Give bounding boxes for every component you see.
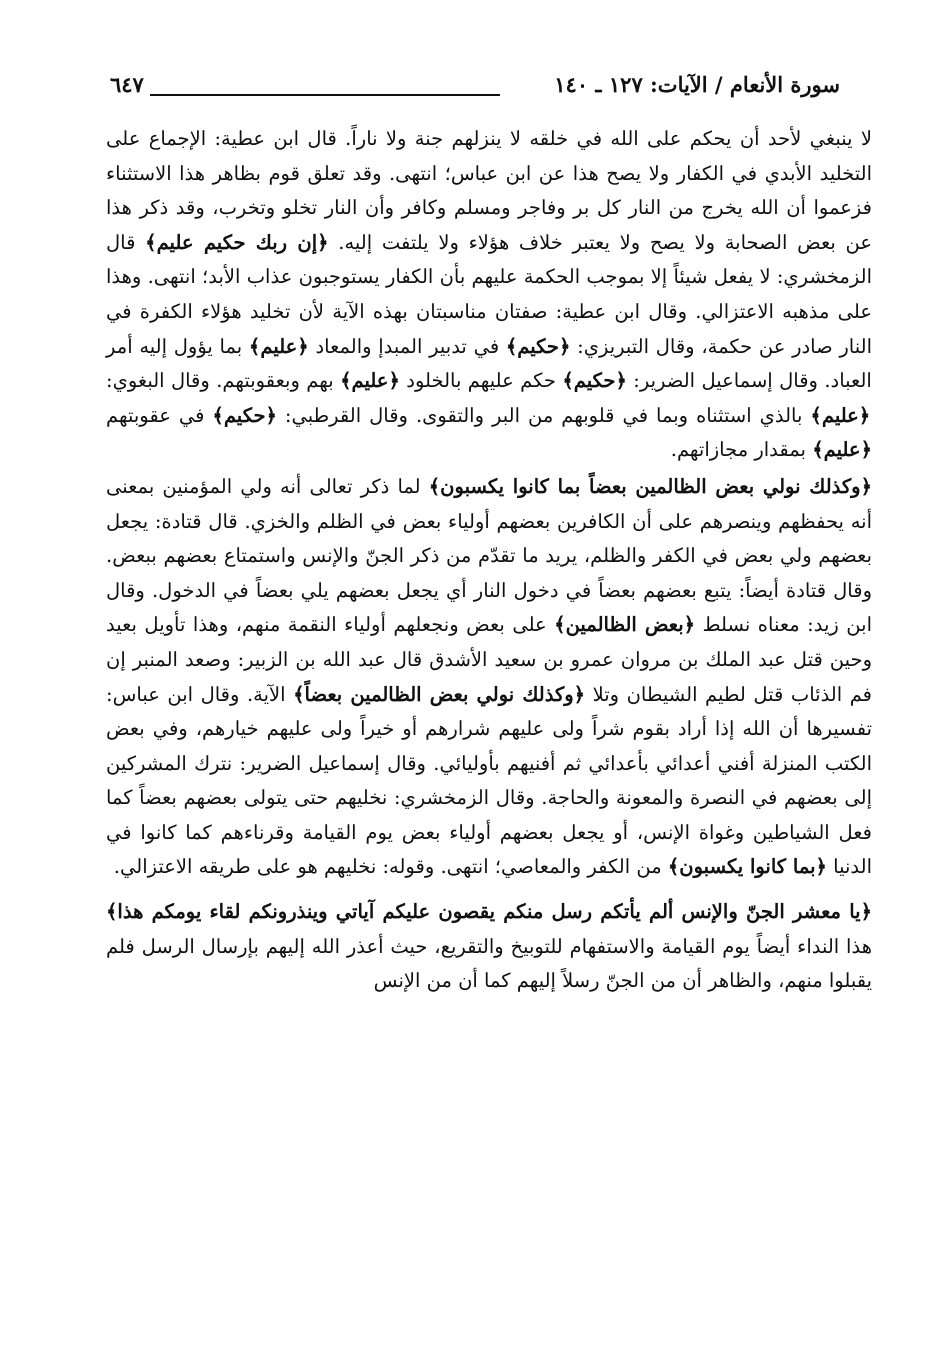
- quran-quote: ﴿عليم﴾: [248, 334, 309, 358]
- text-run: الآية. وقال ابن عباس: تفسيرها أن الله إذا أراد بقوم شراً ولى عليهم شرارهم أو خيراً ولى عليهم خيارهم، وفي بعض الكتب المنزلة أفني أعدائي بأعدائي ثم أفنيهم بأوليائي. وقال إسماعيل الضرير: نترك المشركين إلى بعضهم في النصرة والمعونة والحاجة. وقال الزمخشري: نخليهم حتى يتولى بعضهم بعضاً كما فعل الشياطين وغواة الإنس، أو يجعل بعضهم أولياء بعض يوم القيامة وقرناءهم كما كانوا في الدنيا: [106, 682, 872, 879]
- text-run: على بعض ونجعلهم أولياء النقمة منهم، وهذا تأويل بعيد وحين قتل عبد الملك بن مروان عمرو بن سعيد الأشدق قال عبد الله بن الزبير: وصعد المنبر إن فم الذئاب قتل لطيم الشيطان وتلا: [106, 613, 872, 706]
- text-run: من الكفر والمعاصي؛ انتهى. وقوله: نخليهم هو على طريقه الاعتزالي.: [113, 855, 662, 879]
- quran-quote: ﴿حكيم﴾: [562, 369, 627, 393]
- text-run: بالذي استثناه وبما في قلوبهم من البر والتقوى. وقال القرطبي:: [276, 403, 803, 427]
- text-run: لما ذكر تعالى أنه ولي المؤمنين بمعنى أنه يحفظهم وينصرهم على أن الكافرين بعضهم أولياء بعض في الظلم والخزي. قال قتادة: يجعل بعضهم ولي بعض في الكفر والظلم، يريد ما تقدّم من ذكر الجنّ والإنس واستمتاع بعضهم ببعض. وقال قتادة أيضاً: يتبع بعضهم بعضاً في دخول النار أي يجعل بعضهم يلي بعضاً في الدخول. وقال ابن زيد: معناه نسلط: [106, 474, 872, 637]
- quran-quote: ﴿عليم﴾: [812, 438, 872, 462]
- text-run: في عقوبتهم: [106, 403, 205, 427]
- text-run: بما يؤول إليه أمر العباد. وقال إسماعيل الضرير:: [106, 334, 872, 393]
- quran-quote: ﴿حكيم﴾: [505, 334, 571, 358]
- text-run: في تدبير المبدإ والمعاد: [308, 334, 500, 358]
- quran-quote: ﴿عليم﴾: [810, 403, 871, 427]
- page-header: [110, 66, 840, 106]
- text-run: حكم عليهم بالخلود: [399, 369, 556, 393]
- quran-quote: ﴿وكذلك نولي بعض الظالمين بعضاً بما كانوا يكسبون﴾: [428, 474, 873, 498]
- quran-quote: ﴿يا معشر الجنّ والإنس ألم يأتكم رسل منكم يقصون عليكم آياتي وينذرونكم لقاء يومكم هذا﴾: [106, 900, 872, 924]
- paragraph: [106, 122, 872, 468]
- paragraph: [106, 470, 872, 885]
- quran-quote: ﴿إن ربك حكيم عليم﴾: [145, 230, 329, 254]
- paragraph: [106, 895, 872, 999]
- text-run: هذا النداء أيضاً يوم القيامة والاستفهام للتوبيخ والتقريع، حيث أعذر الله إليهم بإرسال الرسل فلم يقبلوا منهم، والظاهر أن من الجنّ رسلاً إليهم كما أن من الإنس: [106, 934, 872, 993]
- header-rule: [150, 94, 500, 96]
- text-run: لا ينبغي لأحد أن يحكم على الله في خلقه لا ينزلهم جنة ولا ناراً. قال ابن عطية: الإجماع على التخليد الأبدي في الكفار ولا يصح هذا عن ابن عباس؛ انتهى. وقد تعلق قوم بظاهر هذا الاستثناء فزعموا أن الله يخرج من النار كل بر وفاجر ومسلم وكافر وأن النار تخلو وتخرب، وقد ذكر هذا عن بعض الصحابة ولا يصح ولا يعتبر خلاف هؤلاء ولا يلتفت إليه.: [106, 127, 872, 254]
- running-title: سورة الأنعام / الآيات: ١٢٧ ـ ١٤٠: [554, 72, 840, 97]
- text-run: بهم وبعقوبتهم. وقال البغوي:: [106, 369, 334, 393]
- text-run: قال الزمخشري: لا يفعل شيئاً إلا بموجب الحكمة عليهم بأن الكفار يستوجبون عذاب الأبد؛ انتهى. وهذا على مذهبه الاعتزالي. وقال ابن عطية: صفتان مناسبتان بهذه الآية لأن تخليد هؤلاء الكفرة في النار صادر عن حكمة، وقال التبريزي:: [106, 230, 872, 358]
- body-text: [106, 122, 872, 999]
- page-number: ٦٤٧: [110, 72, 144, 97]
- quran-quote: ﴿حكيم﴾: [212, 403, 277, 427]
- quran-quote: ﴿وكذلك نولي بعض الظالمين بعضاً﴾: [293, 682, 586, 706]
- quran-quote: ﴿بما كانوا يكسبون﴾: [667, 855, 827, 879]
- text-run: بمقدار مجازاتهم.: [670, 438, 806, 462]
- quran-quote: ﴿بعض الظالمين﴾: [554, 613, 696, 637]
- quran-quote: ﴿عليم﴾: [340, 369, 400, 393]
